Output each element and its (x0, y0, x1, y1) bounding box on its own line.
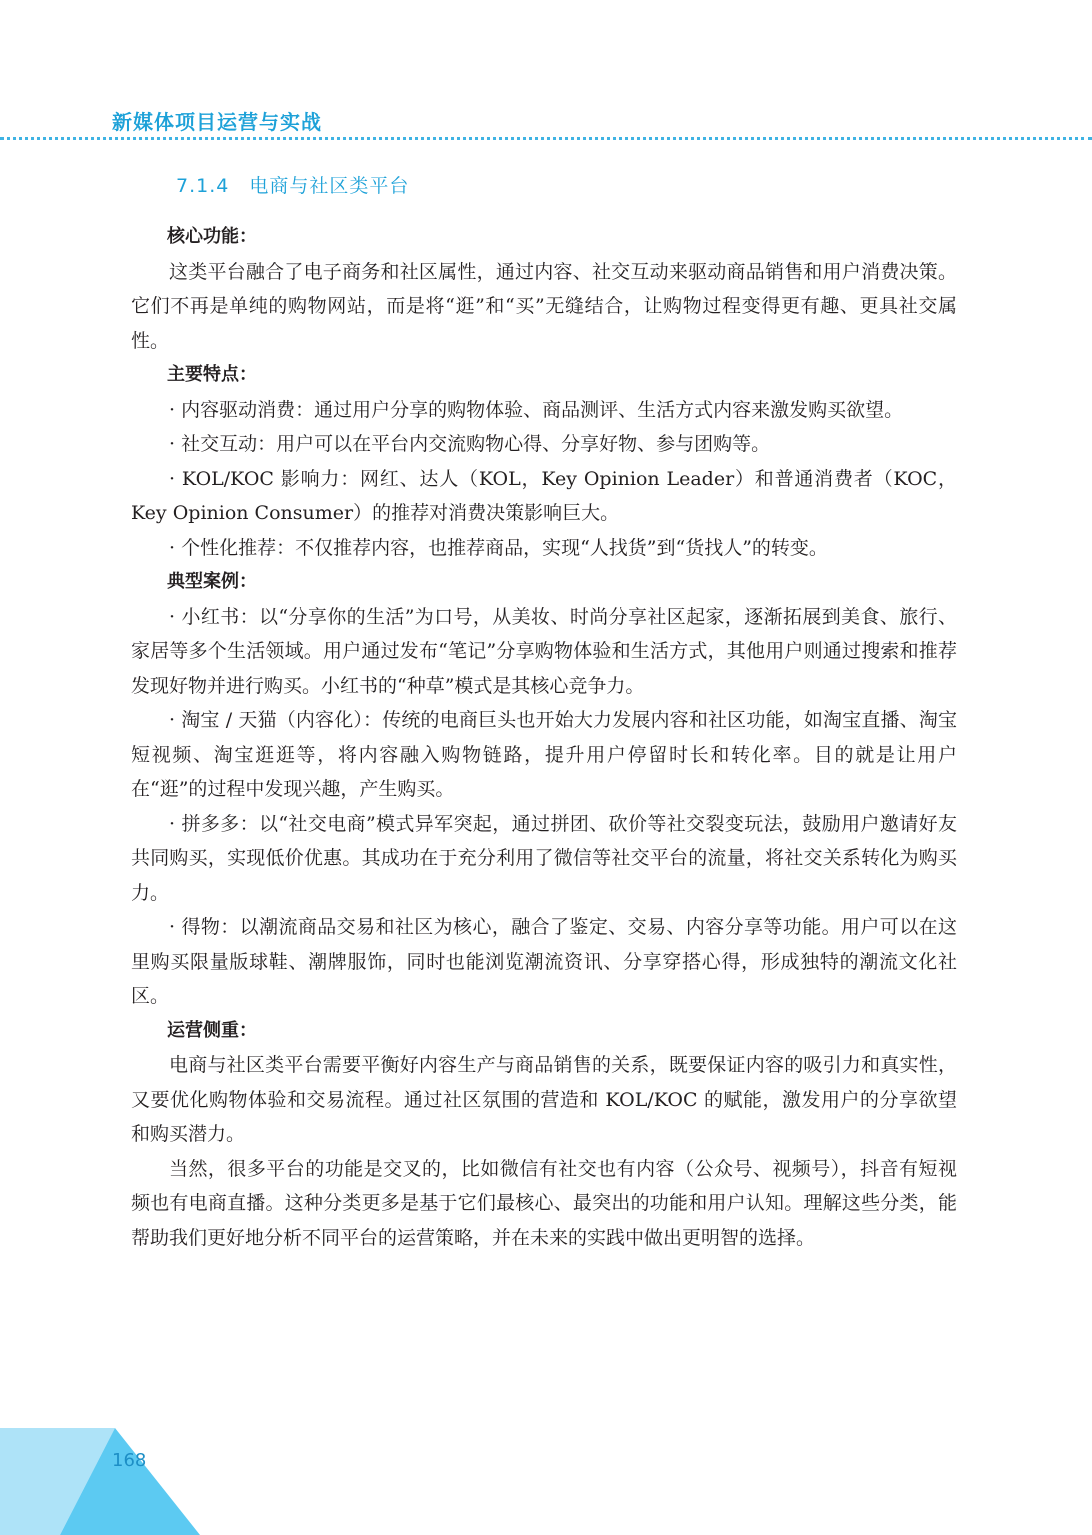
paragraph: · 内容驱动消费：通过用户分享的购物体验、商品测评、生活方式内容来激发购买欲望。 (169, 398, 904, 421)
section-heading: 电商与社区类平台 (249, 175, 410, 197)
subsection-heading: 主要特点： (167, 364, 257, 385)
paragraph: 电商与社区类平台需要平衡好内容生产与商品销售的关系，既要保证内容的吸引力和真实性，又要优化购物体验和交易流程。通过社区氛围的营造和 KOL/KOC 的赋能，激发用户的分享欲望和购买潜力。 (131, 1054, 957, 1145)
subsection-heading: 核心功能： (167, 226, 257, 247)
paragraph: 当然，很多平台的功能是交叉的，比如微信有社交也有内容（公众号、视频号），抖音有短视频也有电商直播。这种分类更多是基于它们最核心、最突出的功能和用户认知。理解这些分类，能帮助我们更好地分析不同平台的运营策略，并在未来的实践中做出更明智的选择。 (131, 1157, 957, 1249)
paragraph: · 个性化推荐：不仅推荐内容，也推荐商品，实现“人找货”到“货找人”的转变。 (169, 536, 828, 559)
page-number: 168 (112, 1450, 147, 1471)
subsection-heading: 运营侧重： (167, 1019, 257, 1041)
paragraph: · 小红书：以“分享你的生活”为口号，从美妆、时尚分享社区起家，逐渐拓展到美食、旅行、家居等多个生活领域。用户通过发布“笔记”分享购物体验和生活方式，其他用户则通过搜索和推荐发现好物并进行购买。小红书的“种草”模式是其核心竞争力。 (131, 605, 957, 697)
paragraph: · 淘宝 / 天猫（内容化）：传统的电商巨头也开始大力发展内容和社区功能，如淘宝直播、淘宝短视频、淘宝逛逛等，将内容融入购物链路，提升用户停留时长和转化率。目的就是让用户在“逛”的过程中发现兴趣，产生购买。 (131, 709, 957, 800)
running-head: 新媒体项目运营与实战 (112, 110, 322, 134)
paragraph: 这类平台融合了电子商务和社区属性，通过内容、社交互动来驱动商品销售和用户消费决策。它们不再是单纯的购物网站，而是将“逛”和“买”无缝结合，让购物过程变得更有趣、更具社交属性。 (131, 260, 957, 352)
page-corner-triangle (0, 1420, 200, 1535)
paragraph: · 拼多多：以“社交电商”模式异军突起，通过拼团、砍价等社交裂变玩法，鼓励用户邀请好友共同购买，实现低价优惠。其成功在于充分利用了微信等社交平台的流量，将社交关系转化为购买力。 (131, 812, 957, 904)
paragraph: · 社交互动：用户可以在平台内交流购物心得、分享好物、参与团购等。 (169, 433, 771, 455)
paragraph: · 得物：以潮流商品交易和社区为核心，融合了鉴定、交易、内容分享等功能。用户可以在这里购买限量版球鞋、潮牌服饰，同时也能浏览潮流资讯、分享穿搭心得，形成独特的潮流文化社区。 (131, 916, 957, 1007)
section-title (176, 171, 409, 198)
subsection-heading: 典型案例： (167, 571, 257, 592)
body-text (131, 220, 957, 1255)
paragraph: · KOL/KOC 影响力：网红、达人（KOL，Key Opinion Leader）和普通消费者（KOC，Key Opinion Consumer）的推荐对消费决策影响巨大。 (131, 467, 957, 524)
header-divider (0, 137, 1092, 140)
section-number: 7.1.4 (176, 175, 230, 197)
